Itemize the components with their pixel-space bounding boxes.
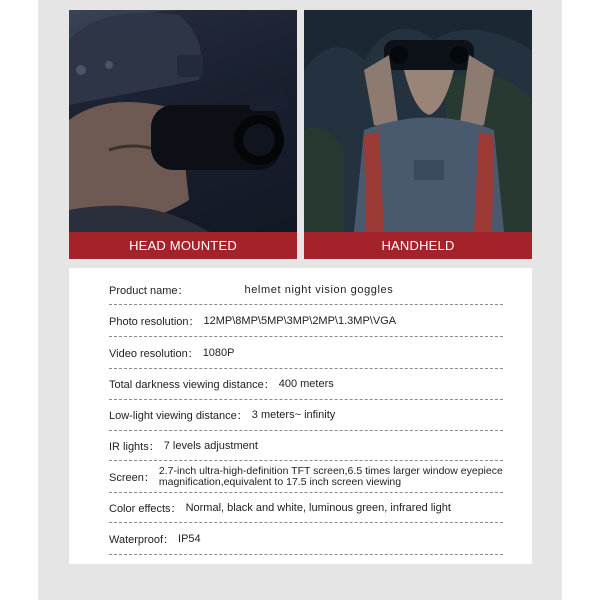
spec-key: Photo resolution： [109, 315, 200, 328]
spec-key: Video resolution： [109, 347, 199, 360]
spec-value: 3 meters~ infinity [251, 409, 336, 421]
spec-value: 12MP\8MP\5MP\3MP\2MP\1.3MP\VGA [203, 314, 397, 327]
spec-value: 400 meters [278, 378, 334, 390]
spec-row-screen [109, 461, 503, 493]
spec-key: Low-light viewing distance： [109, 410, 248, 422]
spec-row-product-name [109, 276, 503, 305]
spec-key: Screen： [109, 471, 155, 484]
spec-row-color-effects [109, 493, 503, 523]
head-mounted-illustration [69, 10, 297, 232]
spec-value: 7 levels adjustment [163, 439, 258, 452]
head-mounted-photo [69, 10, 297, 232]
spec-value: 1080P [202, 346, 235, 359]
spec-value: Normal, black and white, luminous green, infrared light [185, 501, 451, 514]
spec-row-ir-lights [109, 431, 503, 461]
handheld-illustration [304, 10, 532, 232]
handheld-label: HANDHELD [304, 232, 532, 259]
spec-key: Waterproof： [109, 533, 175, 546]
spec-key: Product name： [109, 285, 189, 297]
spec-row-low-light-distance [109, 400, 503, 431]
spec-value: 2.7-inch ultra-high-definition TFT screen,6.5 times larger window eyepiece magnification,equivalent to 17.5 inch screen viewing [158, 464, 503, 488]
spec-row-waterproof [109, 523, 503, 555]
spec-key: IR lights： [109, 440, 160, 453]
spec-value: IP54 [178, 532, 201, 545]
spec-table [69, 268, 532, 564]
spec-key: Total darkness viewing distance： [109, 379, 275, 391]
head-mounted-label: HEAD MOUNTED [69, 232, 297, 259]
spec-row-video-resolution [109, 337, 503, 369]
spec-row-total-darkness-distance [109, 369, 503, 400]
spec-key: Color effects： [109, 502, 182, 515]
spec-value: helmet night vision goggles [244, 284, 394, 296]
spec-row-photo-resolution [109, 305, 503, 337]
handheld-photo [304, 10, 532, 232]
